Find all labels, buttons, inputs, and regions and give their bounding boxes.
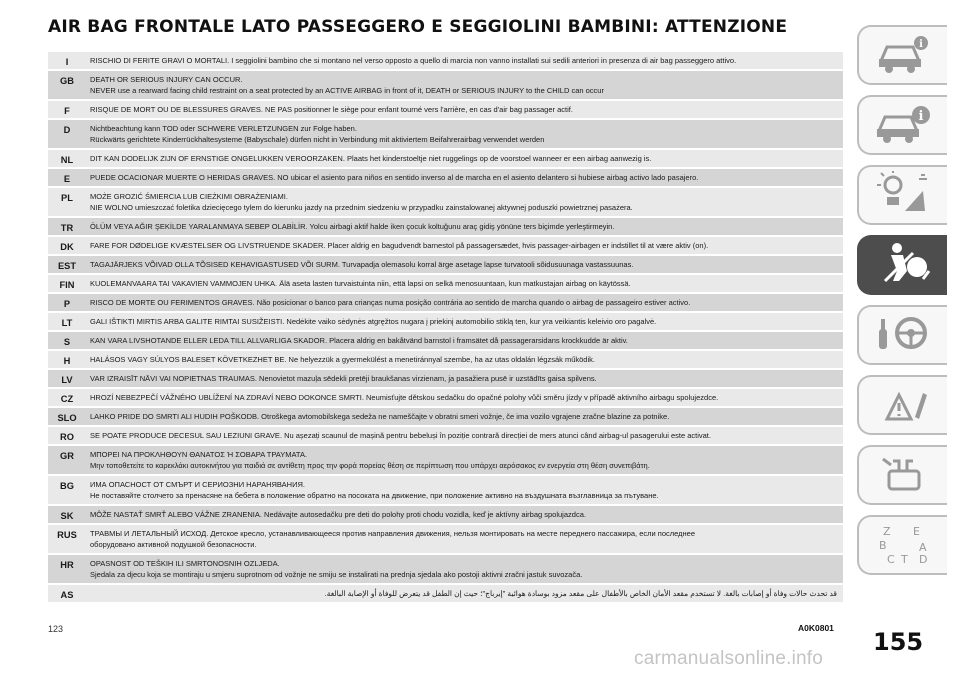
svg-text:E: E [913,524,920,538]
footer-left-number: 123 [48,624,64,634]
watermark-text: carmanualsonline.info [634,648,824,669]
warning-text [86,218,843,235]
warning-text-line: GALI IŠTIKTI MIRTIS ARBA GALITE RIMTAI SUSIŽEISTI. Nedėkite vaiko sėdynės atgręžtos nugara į priekinį automobilio stiklą ten, kur yra veikiantis keleivio oro pagalvė. [90,317,657,326]
language-code: I [65,57,69,67]
chapter-tab[interactable] [857,515,947,575]
warning-text-line: RISCHIO DI FERITE GRAVI O MORTALI. I seggiolini bambino che si montano nel verso opposto a quello di marcia non vanno installati sui sedili anteriori in presenza di air bag passeggero attivo. [90,56,737,65]
language-code: GR [60,451,74,461]
warning-text-line: NIE WOLNO umieszczać foletika dziecięcego tylem do kierunku jazdy na przednim siedzeniu w przypadku zainstalowanej aktywnej poduszki powietrznej pasażera. [90,203,633,212]
warning-text-line: PUEDE OCACIONAR MUERTE O HERIDAS GRAVES. NO ubicar el asiento para niños en sentido inverso al de marcha en el asiento delantero si hubiese airbag activo lado pasajero. [90,173,699,182]
warning-text [86,256,843,273]
warning-text [86,294,843,311]
language-code: SLO [57,413,77,423]
warning-text [86,389,843,406]
warning-row [48,313,843,330]
svg-text:i: i [919,38,923,50]
language-code: LT [61,318,73,328]
language-code: FIN [59,280,75,290]
warning-row [48,294,843,311]
warning-row [48,71,843,99]
language-code: CZ [60,394,74,404]
warning-text-line: RISCO DE MORTE OU FERIMENTOS GRAVES. Não posicionar o banco para crianças numa posição contrária ao sentido de marcha quando o airbag de passageiro estiver activo. [90,298,691,307]
warning-text-line: ТРАВМЫ И ЛЕТАЛЬНЫЙ ИСХОД. Детское кресло, устанавливающееся против направления движения, нельзя монтировать на месте переднего пассажира, если последнее [90,529,696,538]
svg-text:i: i [918,108,924,124]
maintenance-icon [873,451,933,500]
svg-text:A: A [919,540,927,554]
warning-text-line: HALÁSOS VAGY SÚLYOS BALESET KÖVETKEZHET BE. Ne helyezzük a gyermekülést a menetiránnyal szembe, ha az utas oldalán légzsák működik. [90,355,595,364]
language-code: F [64,106,70,116]
page-number: 155 [873,628,924,656]
language-code: BG [60,481,74,491]
warning-text-line: Nichtbeachtung kann TOD oder SCHWERE VERLETZUNGEN zur Folge haben. [90,124,357,133]
starting-driving-icon [873,311,933,360]
language-code: PL [61,193,73,203]
warning-text-line: Не поставяйте столчето за пренасяне на бебета в положение обратно на посоката на движение, при положение активно на въздушната възглавница за пътуване. [90,491,659,500]
warning-row [48,370,843,387]
warning-text-line: DEATH OR SERIOUS INJURY CAN OCCUR. [90,75,243,84]
language-code: NL [60,155,74,165]
language-code: D [63,125,71,135]
airbag-seatbelt-icon [873,241,933,290]
warning-row [48,237,843,254]
warning-row [48,506,843,523]
warning-table [48,52,843,604]
car-info-icon [873,31,933,80]
warning-row [48,427,843,444]
svg-text:Z: Z [883,524,891,538]
page-title: AIR BAG FRONTALE LATO PASSEGGERO E SEGGIOLINI BAMBINI: ATTENZIONE [48,17,788,37]
warning-text [86,120,843,148]
warning-text-line: FARE FOR DØDELIGE KVÆSTELSER OG LIVSTRUENDE SKADER. Placer aldrig en bagudvendt barnestol på passagersædet, hvis passager-airbagen er indstillet til at være aktiv (on). [90,241,709,250]
warning-text [86,52,843,69]
warning-row [48,525,843,553]
warning-text [86,188,843,216]
chapter-tab[interactable] [857,235,947,295]
warning-text [86,585,843,602]
warning-row [48,169,843,186]
svg-text:D: D [919,552,928,565]
warning-text-line: ΜΠΟΡΕΙ ΝΑ ΠΡΟΚΛΗΘΟΥΝ ΘΑΝΑΤΟΣ Ή ΣΟΒΑΡΑ ΤΡΑΥΜΑΤΑ. [90,450,308,459]
warning-row [48,476,843,504]
warning-text [86,332,843,349]
language-code: H [63,356,71,366]
svg-text:B: B [879,538,887,552]
warning-row [48,218,843,235]
emergency-triangle-icon [873,381,933,430]
warning-row [48,585,843,602]
language-code: SK [60,511,74,521]
warning-text [86,101,843,118]
warning-text-line: NEVER use a rearward facing child restraint on a seat protected by an ACTIVE AIRBAG in front of it, DEATH or SERIOUS INJURY to the CHILD can occur [90,86,604,95]
warning-text [86,370,843,387]
warning-text [86,275,843,292]
warning-text [86,169,843,186]
language-code: E [63,174,71,184]
language-code: P [63,299,71,309]
warning-text [86,525,843,553]
warning-text-line: MÔŽE NASTAŤ SMRŤ ALEBO VÁŽNE ZRANENIA. Nedávajte autosedačku pre deti do polohy proti chodu vozidla, keď je aktívny airbag spolujazdca. [90,510,586,519]
warning-text-line: SE POATE PRODUCE DECESUL SAU LEZIUNI GRAVE. Nu așezați scaunul de mașină pentru bebeluși în poziție contrară direcției de mers atunci când airbag-ul pasagerului este activat. [90,431,711,440]
warning-row [48,52,843,69]
warning-row [48,256,843,273]
warning-text [86,555,843,583]
warning-text [86,313,843,330]
chapter-tab[interactable] [857,445,947,505]
dashboard-lights-icon [873,171,933,220]
warning-row [48,150,843,167]
warning-row [48,332,843,349]
warning-text-line: Sjedala za djecu koja se montiraju u smjeru suprotnom od vožnje ne smiju se instalirati na prednja sjedala ako postoji aktivni zračni jastuk suvozača. [90,570,583,579]
warning-text-line: HROZÍ NEBEZPEČÍ VÁŽNÉHO UBLÍŽENÍ NA ZDRAVÍ NEBO DOKONCE SMRTI. Neumisťujte dětskou sedačku do opačné polohy vůči směru jízdy v případě aktivního airbagu spolujezdce. [90,393,719,402]
language-code: HR [60,560,74,570]
language-code: RO [60,432,74,442]
chapter-tabs [857,25,949,585]
footer-code: A0K0801 [798,623,834,633]
chapter-tab[interactable] [857,165,947,225]
warning-text [86,150,843,167]
car-alert-icon [873,101,933,150]
warning-text-line: ÖLÜM VEYA AĞIR ŞEKİLDE YARALANMAYA SEBEP OLABİLİR. Yolcu airbagi aktif halde iken çocuk koltuğunu araç gidiş yönüne ters biçimde yerleştirmeyin. [90,222,615,231]
language-code: LV [61,375,73,385]
warning-text-line: LAHKO PRIDE DO SMRTI ALI HUDIH POŠKODB. Otroškega avtomobilskega sedeža ne nameščajte v obratni smeri vožnje, če ima vozilo vgrajene zračne blazine za potnike. [90,412,670,421]
language-code: TR [60,223,74,233]
warning-text-line: KUOLEMANVAARA TAI VAKAVIEN VAMMOJEN UHKA. Älä aseta lasten turvaistuinta niin, että lapsi on selkä menosuuntaan, kun matkustajan airbag on käytössä. [90,279,631,288]
warning-text-line: VAR IZRAISĪT NĀVI VAI NOPIETNAS TRAUMAS. Nenovietot mazuļa sēdekli pretēji braukšanas virzienam, ja pasažiera pusē ir uzstādīts gaisa spilvens. [90,374,597,383]
index-letters-icon [873,521,933,570]
svg-text:C: C [887,552,895,565]
language-code: RUS [57,530,77,540]
language-code: S [63,337,71,347]
warning-text [86,408,843,425]
language-code: GB [60,76,74,86]
language-code: DK [60,242,74,252]
warning-text-line: TAGAJÄRJEKS VÕIVAD OLLA TÕSISED KEHAVIGASTUSED VÕI SURM. Turvapadja olemasolu korral ärge asetage lapse turvatooli sõidusuunaga vastassuunas. [90,260,634,269]
language-code: AS [60,590,74,600]
warning-text [86,71,843,99]
warning-row [48,351,843,368]
warning-row [48,188,843,216]
warning-text-line: оборудовано активной подушкой безопасности. [90,540,257,549]
svg-text:T: T [901,552,908,565]
warning-text-line: Rückwärts gerichtete Kinderrückhaltesysteme (Babyschale) dürfen nicht in Verbindung mit aktiviertem Beifahrerairbag verwendet werden [90,135,545,144]
warning-text-line: DIT KAN DODELIJK ZIJN OF ERNSTIGE ONGELUKKEN VEROORZAKEN. Plaats het kinderstoeltje niet ruggelings op de voorstoel wanneer er een airbag aanwezig is. [90,154,652,163]
warning-row [48,389,843,406]
warning-text [86,506,843,523]
warning-text-line: OPASNOST OD TEŠKIH ILI SMRTONOSNIH OZLJEDA. [90,559,280,568]
warning-text [86,476,843,504]
warning-text [86,427,843,444]
warning-text-line: Μην τοποθετείτε το καρεκλάκι αυτοκινήτου για παιδιά σε αντίθετη προς την φορά πορείας θέση σε περίπτωση που υπάρχει αερόσακος εν ενεργεία στη θέση συνεπιβάτη. [90,461,650,470]
chapter-tab[interactable] [857,375,947,435]
warning-text-line: KAN VARA LIVSHOTANDE ELLER LEDA TILL ALLVARLIGA SKADOR. Placera aldrig en bakåtvänd barnstol i framsätet då passagerarsidans krockkudde är aktiv. [90,336,628,345]
chapter-tab[interactable] [857,95,947,155]
warning-row [48,120,843,148]
warning-row [48,101,843,118]
warning-text [86,351,843,368]
warning-text-line: قد تحدث حالات وفاة أو إصابات بالغة. لا تستخدم مقعد الأمان الخاص بالأطفال على مقعد مزود بوسادة هوائية "إيرباج"؛ حيث إن الطفل قد يتعرض للوفاة أو الإصابة البالغة. [324,589,837,598]
warning-text-line: ИМА ОПАСНОСТ ОТ СМЪРТ И СЕРИОЗНИ НАРАНЯВАНИЯ. [90,480,305,489]
warning-row [48,555,843,583]
warning-row [48,446,843,474]
warning-text-line: RISQUE DE MORT OU DE BLESSURES GRAVES. NE PAS positionner le siège pour enfant tourné vers l'arrière, en cas d'air bag passager actif. [90,105,573,114]
language-code: EST [57,261,77,271]
chapter-tab[interactable] [857,25,947,85]
warning-text-line: MOŻE GROZIĆ ŚMIERCIA LUB CIEŻKIMI OBRAŻENIAMI. [90,192,288,201]
warning-row [48,408,843,425]
warning-text [86,237,843,254]
warning-row [48,275,843,292]
warning-text [86,446,843,474]
chapter-tab[interactable] [857,305,947,365]
